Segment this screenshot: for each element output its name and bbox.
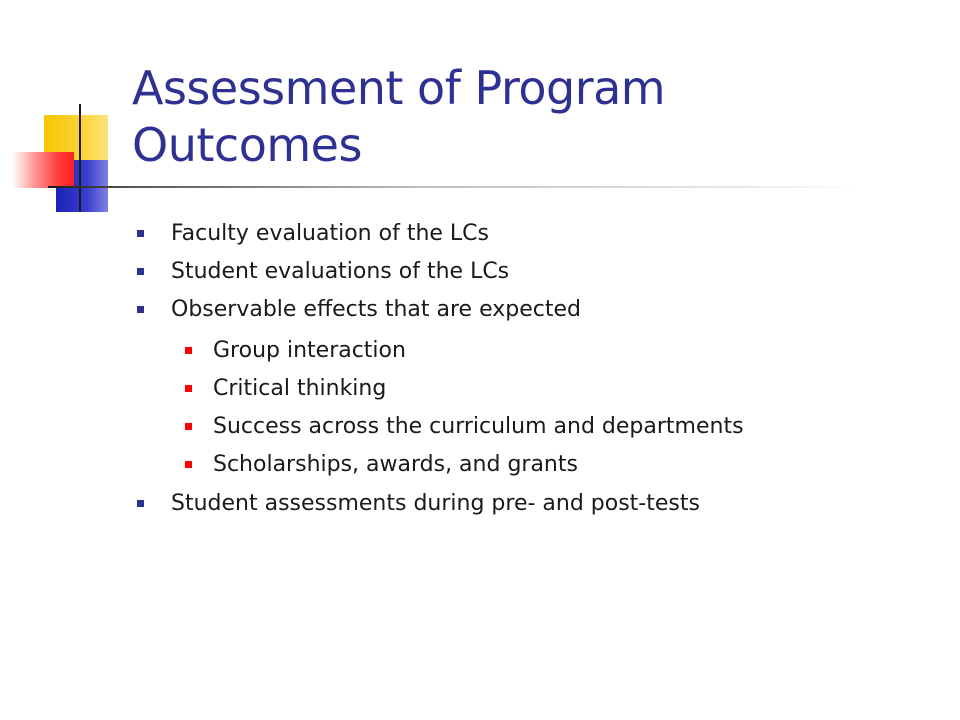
slide-title xyxy=(132,60,932,174)
bullet-item xyxy=(137,485,700,521)
bullet-item xyxy=(137,215,489,251)
red-square-bullet-icon xyxy=(185,385,192,392)
square-bullet-icon xyxy=(137,306,144,313)
bullet-text: Student evaluations of the LCs xyxy=(171,258,510,284)
sub-bullet-text: Scholarships, awards, and grants xyxy=(213,451,578,477)
sub-bullet-item xyxy=(185,446,578,482)
logo-red-bar xyxy=(12,152,74,188)
sub-bullet-text: Group interaction xyxy=(213,337,406,363)
slide-title-line-1: Assessment of Program xyxy=(132,61,666,115)
sub-bullet-item xyxy=(185,332,406,368)
bullet-item xyxy=(137,253,509,289)
sub-bullet-item xyxy=(185,408,744,444)
bullet-text: Observable effects that are expected xyxy=(171,296,581,322)
square-bullet-icon xyxy=(137,500,144,507)
sub-bullet-text: Success across the curriculum and departments xyxy=(213,413,744,439)
square-bullet-icon xyxy=(137,268,144,275)
bullet-text: Faculty evaluation of the LCs xyxy=(171,220,489,246)
bullet-item xyxy=(137,291,581,327)
logo-vertical-line xyxy=(79,104,81,212)
slide-title-line-2: Outcomes xyxy=(132,118,362,172)
title-underline xyxy=(48,186,864,188)
bullet-text: Student assessments during pre- and post-tests xyxy=(171,490,700,516)
red-square-bullet-icon xyxy=(185,423,192,430)
sub-bullet-text: Critical thinking xyxy=(213,375,387,401)
square-bullet-icon xyxy=(137,230,144,237)
sub-bullet-item xyxy=(185,370,386,406)
red-square-bullet-icon xyxy=(185,461,192,468)
red-square-bullet-icon xyxy=(185,347,192,354)
